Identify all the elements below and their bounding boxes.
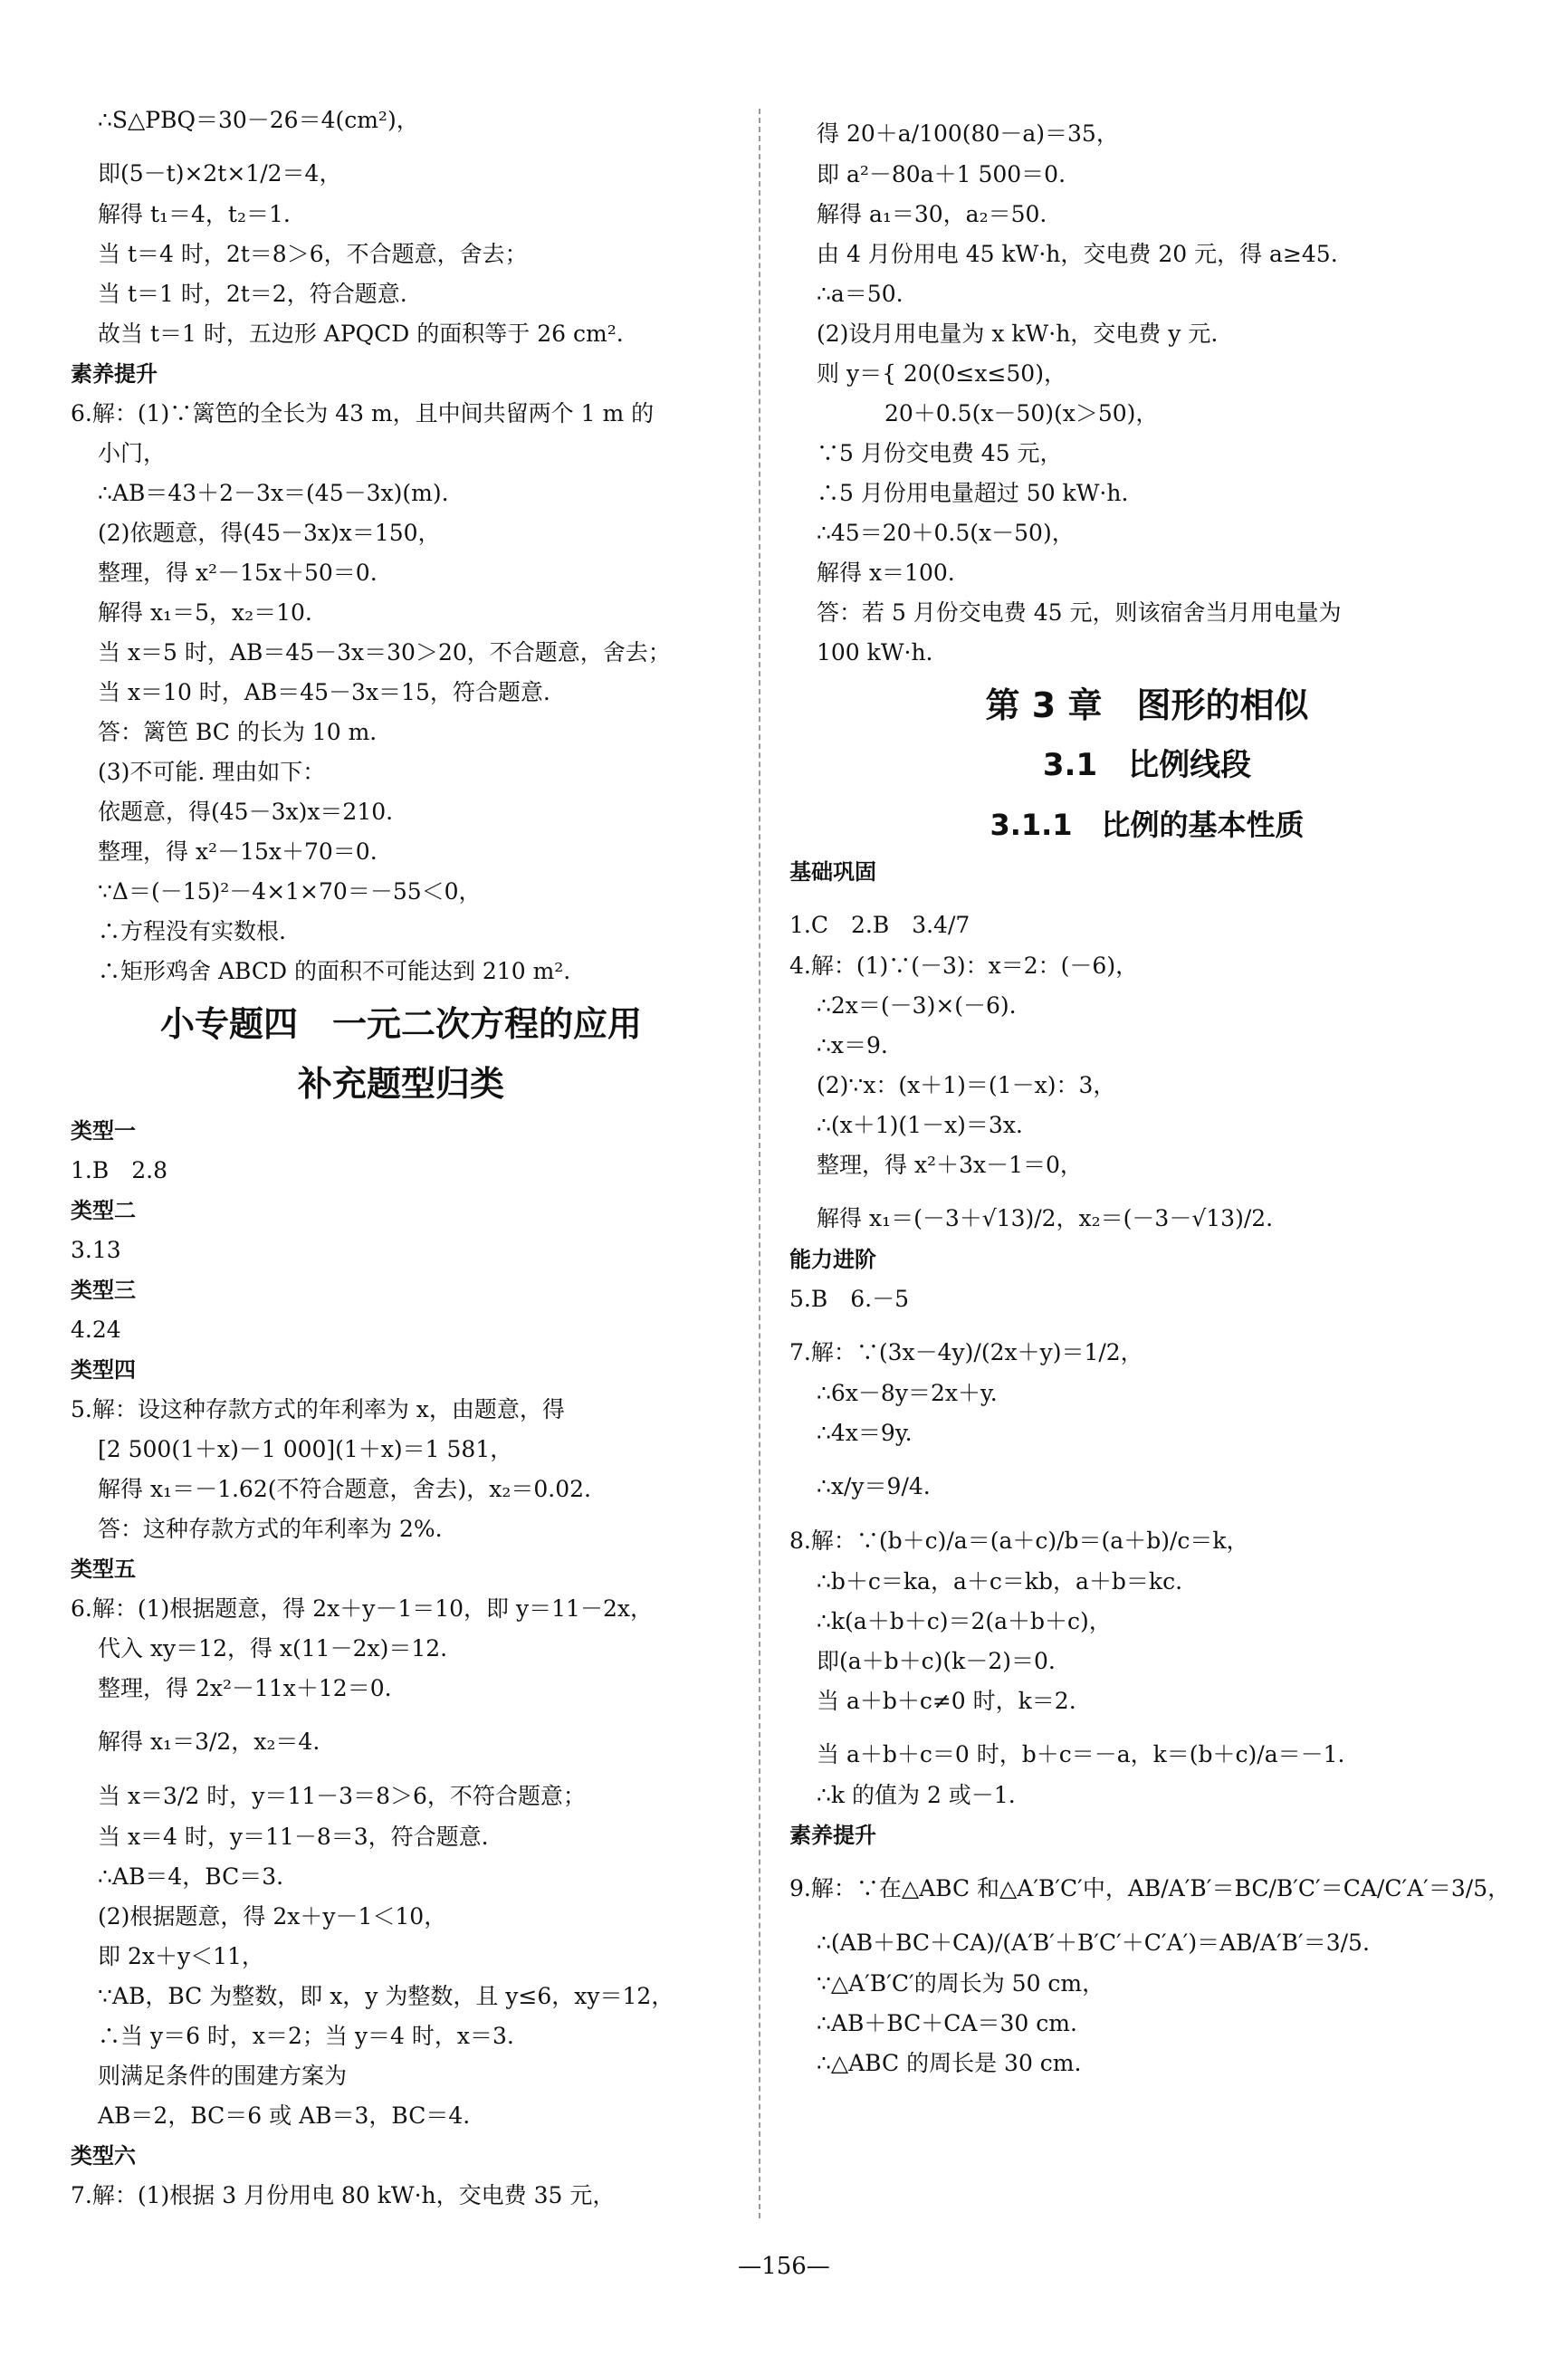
text-line: 解得 t₁＝4，t₂＝1.	[98, 201, 291, 227]
text-line: ∴k 的值为 2 或－1.	[817, 1782, 1016, 1808]
text-line: 6.解：(1)∵篱笆的全长为 43 m，且中间共留两个 1 m 的	[71, 400, 655, 426]
text-line: ∴方程没有实数根.	[98, 918, 286, 944]
text-line: 解得 x₁＝－1.62(不符合题意，舍去)，x₂＝0.02.	[98, 1476, 591, 1502]
text-line: ∴S△PBQ＝30－26＝4(cm²)，	[98, 107, 419, 133]
text-line: ∵△A′B′C′的周长为 50 cm，	[817, 1970, 1105, 1997]
text-line: ∴a＝50.	[817, 281, 904, 307]
text-line: 当 t＝4 时，2t＝8＞6，不合题意，舍去；	[98, 241, 528, 267]
text-line: 解得 x₁＝(－3＋√13)/2，x₂＝(－3－√13)/2.	[817, 1205, 1274, 1231]
text-line: 小门，	[98, 440, 167, 466]
text-line: 答：这种存款方式的年利率为 2%.	[98, 1516, 443, 1542]
text-line: ∴2x＝(－3)×(－6).	[817, 992, 1017, 1019]
text-line: ∴AB＋BC＋CA＝30 cm.	[817, 2010, 1077, 2036]
text-line: 解得 a₁＝30，a₂＝50.	[817, 201, 1047, 227]
text-line: (2)∵x：(x＋1)＝(1－x)：3，	[817, 1072, 1116, 1098]
text-line: 当 x＝4 时，y＝11－8＝3，符合题意.	[98, 1824, 489, 1850]
section-heading: 素养提升	[789, 1823, 876, 1848]
column-divider	[759, 109, 760, 2218]
text-line: ∴6x－8y＝2x＋y.	[817, 1380, 998, 1406]
text-line: 9.解：∵在△ABC 和△A′B′C′中，AB/A′B′＝BC/B′C′＝CA/C′A′＝3/5，	[789, 1875, 1511, 1901]
section-heading: 类型二	[71, 1198, 136, 1223]
text-line: 解得 x₁＝5，x₂＝10.	[98, 599, 312, 626]
text-line: 即(a＋b＋c)(k－2)＝0.	[817, 1648, 1056, 1674]
text-line: 整理，得 x²－15x＋70＝0.	[98, 838, 378, 865]
text-line: ∵5 月份交电费 45 元，	[817, 440, 1063, 466]
text-line: 当 t＝1 时，2t＝2，符合题意.	[98, 281, 407, 307]
text-line: 则满足条件的围建方案为	[98, 2063, 348, 2089]
text-line: 当 x＝10 时，AB＝45－3x＝15，符合题意.	[98, 679, 550, 705]
text-line: 5.B 6.－5	[789, 1286, 909, 1312]
text-line: 则 y＝{ 20(0≤x≤50)，	[817, 360, 1066, 387]
text-line: ∴矩形鸡舍 ABCD 的面积不可能达到 210 m².	[98, 958, 571, 984]
text-line: 答：篱笆 BC 的长为 10 m.	[98, 719, 378, 745]
text-line: ∴当 y＝6 时，x＝2；当 y＝4 时，x＝3.	[98, 2023, 514, 2049]
text-line: 依题意，得(45－3x)x＝210.	[98, 799, 394, 825]
text-line: 当 x＝3/2 时，y＝11－3＝8＞6，不符合题意；	[98, 1783, 586, 1809]
text-line: 100 kW·h.	[817, 639, 933, 666]
text-line: 7.解：∵(3x－4y)/(2x＋y)＝1/2，	[789, 1339, 1143, 1365]
section-heading: 类型五	[71, 1556, 136, 1582]
text-line: ∴k(a＋b＋c)＝2(a＋b＋c)，	[817, 1608, 1112, 1634]
text-line: ∴(AB＋BC＋CA)/(A′B′＋B′C′＋C′A′)＝AB/A′B′＝3/5.	[817, 1930, 1370, 1956]
text-line: 整理，得 2x²－11x＋12＝0.	[98, 1675, 392, 1701]
text-line: 即 2x＋y＜11，	[98, 1943, 264, 1969]
section-title: 补充题型归类	[297, 1064, 504, 1104]
text-line: 代入 xy＝12，得 x(11－2x)＝12.	[98, 1635, 448, 1662]
text-line: ∴5 月份用电量超过 50 kW·h.	[817, 480, 1129, 506]
page-number: —156—	[738, 2253, 830, 2280]
text-line: 当 x＝5 时，AB＝45－3x＝30＞20，不合题意，舍去；	[98, 639, 671, 666]
text-line: 20＋0.5(x－50)(x＞50)，	[817, 400, 1159, 426]
text-line: 故当 t＝1 时，五边形 APQCD 的面积等于 26 cm².	[98, 321, 624, 347]
text-line: 1.C 2.B 3.4/7	[789, 912, 970, 938]
text-line: ∴AB＝4，BC＝3.	[98, 1863, 284, 1890]
section-heading: 能力进阶	[789, 1247, 876, 1272]
text-line: [2 500(1＋x)－1 000](1＋x)＝1 581，	[98, 1436, 513, 1462]
text-line: ∵Δ＝(－15)²－4×1×70＝－55＜0，	[98, 878, 482, 905]
section-title: 第 3 章 图形的相似	[985, 685, 1309, 725]
text-line: 7.解：(1)根据 3 月份用电 80 kW·h，交电费 35 元，	[71, 2182, 616, 2208]
section-title: 小专题四 一元二次方程的应用	[159, 1004, 642, 1044]
text-line: ∴x/y＝9/4.	[817, 1473, 931, 1499]
text-line: ∵AB，BC 为整数，即 x，y 为整数，且 y≤6，xy＝12，	[98, 1983, 674, 2009]
text-line: 4.解：(1)∵(－3)：x＝2：(－6)，	[789, 953, 1139, 979]
text-line: 8.解：∵(b＋c)/a＝(a＋c)/b＝(a＋b)/c＝k，	[789, 1528, 1249, 1554]
text-line: 整理，得 x²－15x＋50＝0.	[98, 560, 378, 586]
section-heading: 类型六	[71, 2143, 136, 2169]
text-line: 得 20＋a/100(80－a)＝35，	[817, 120, 1119, 147]
text-line: 3.13	[71, 1237, 121, 1263]
section-title: 3.1.1 比例的基本性质	[990, 808, 1305, 842]
text-line: 解得 x＝100.	[817, 560, 955, 586]
text-line: 即 a²－80a＋1 500＝0.	[817, 161, 1066, 187]
text-line: 解得 x₁＝3/2，x₂＝4.	[98, 1729, 320, 1755]
text-line: ∴x＝9.	[817, 1032, 888, 1058]
section-heading: 类型一	[71, 1118, 136, 1144]
text-line: ∴4x＝9y.	[817, 1420, 913, 1446]
text-line: (2)设月用电量为 x kW·h，交电费 y 元.	[817, 321, 1219, 347]
left-column	[71, 107, 731, 2222]
text-line: ∴△ABC 的周长是 30 cm.	[817, 2050, 1082, 2076]
section-heading: 类型三	[71, 1278, 136, 1303]
text-line: 由 4 月份用电 45 kW·h，交电费 20 元，得 a≥45.	[817, 241, 1338, 267]
text-line: (2)依题意，得(45－3x)x＝150，	[98, 520, 441, 546]
text-line: 当 a＋b＋c≠0 时，k＝2.	[817, 1688, 1076, 1714]
text-line: 当 a＋b＋c＝0 时，b＋c＝－a，k＝(b＋c)/a＝－1.	[817, 1741, 1345, 1767]
text-line: ∴45＝20＋0.5(x－50)，	[817, 520, 1075, 546]
text-line: 整理，得 x²＋3x－1＝0，	[817, 1152, 1083, 1178]
text-line: 1.B 2.8	[71, 1157, 167, 1183]
text-line: 6.解：(1)根据题意，得 2x＋y－1＝10，即 y＝11－2x，	[71, 1595, 653, 1622]
text-line: 4.24	[71, 1317, 121, 1343]
right-column	[789, 107, 1511, 2090]
section-heading: 类型四	[71, 1357, 136, 1383]
text-line: 5.解：设这种存款方式的年利率为 x，由题意，得	[71, 1396, 565, 1422]
text-line: (2)根据题意，得 2x＋y－1＜10，	[98, 1903, 447, 1930]
text-line: ∴AB＝43＋2－3x＝(45－3x)(m).	[98, 480, 449, 506]
section-title: 3.1 比例线段	[1042, 747, 1252, 783]
section-heading: 素养提升	[71, 361, 158, 387]
text-line: 即(5－t)×2t×1/2＝4，	[98, 160, 342, 187]
text-line: ∴b＋c＝ka，a＋c＝kb，a＋b＝kc.	[817, 1568, 1183, 1595]
text-line: 答：若 5 月份交电费 45 元，则该宿舍当月用电量为	[817, 599, 1342, 626]
text-line: ∴(x＋1)(1－x)＝3x.	[817, 1112, 1023, 1138]
text-line: AB＝2，BC＝6 或 AB＝3，BC＝4.	[98, 2102, 471, 2129]
section-heading: 基础巩固	[789, 859, 876, 885]
text-line: (3)不可能. 理由如下：	[98, 759, 326, 785]
